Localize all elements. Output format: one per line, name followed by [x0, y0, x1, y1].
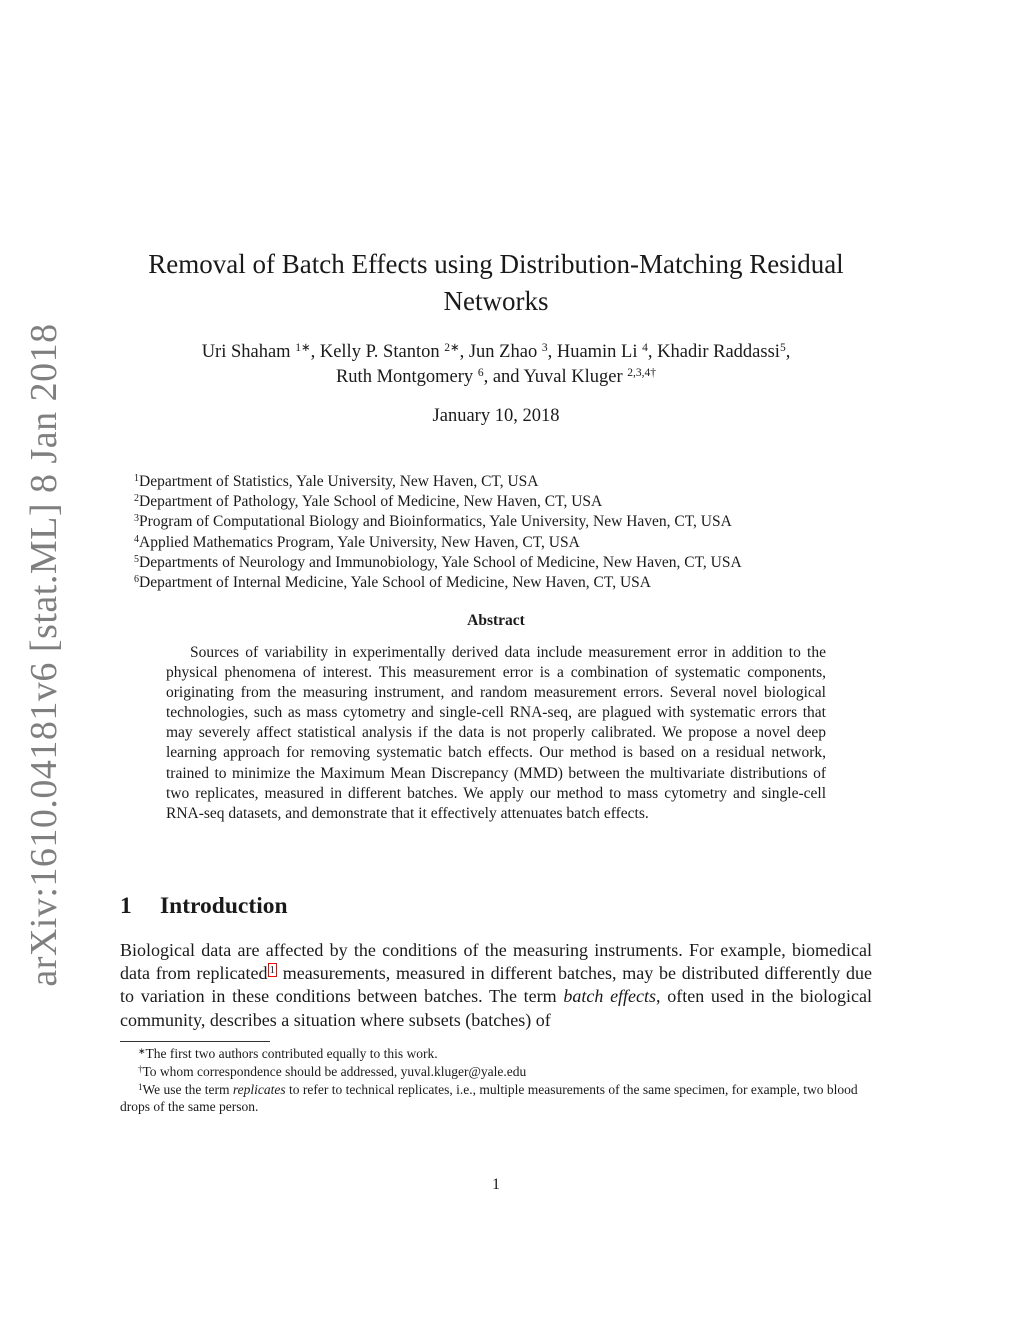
affiliation-text: Department of Statistics, Yale University, New Haven, CT, USA [139, 473, 539, 490]
footnote-italic: replicates [232, 1081, 286, 1097]
author-name: Khadir Raddassi [657, 342, 780, 362]
footnote-sup: † [138, 1063, 143, 1074]
affiliation-text: Applied Mathematics Program, Yale University, New Haven, CT, USA [139, 533, 580, 551]
intro-body [120, 939, 872, 1032]
title-line-1: Removal of Batch Effects using Distribution-Matching Residual [148, 249, 844, 279]
affiliation-item [134, 512, 894, 532]
footnote-sup: 1 [138, 1081, 143, 1092]
author-sup: 5 [779, 342, 786, 354]
author-sup: 4 [642, 342, 648, 354]
page-number: 1 [492, 1176, 500, 1193]
section-title: Introduction [160, 893, 288, 919]
section-heading [120, 893, 288, 920]
paper-date: January 10, 2018 [432, 406, 560, 426]
affiliation-item [134, 472, 894, 492]
footnote-text: We use the term [142, 1081, 233, 1097]
affiliation-text: Departments of Neurology and Immunobiology, Yale School of Medicine, New Haven, CT, USA [139, 553, 742, 571]
footnotes [120, 1045, 872, 1116]
author-sup: 2,3,4† [627, 367, 657, 379]
abstract-body [166, 643, 826, 824]
paper-title [120, 246, 872, 320]
footnote-ref-link[interactable]: 1 [269, 964, 275, 977]
author-sup: 3 [541, 342, 548, 354]
footnote-text: To whom correspondence should be addressed, yuval.kluger@yale.edu [142, 1063, 527, 1079]
author-name: Uri Shaham [201, 342, 291, 362]
section-number: 1 [120, 893, 132, 919]
affiliation-text: Department of Internal Medicine, Yale School of Medicine, New Haven, CT, USA [139, 574, 651, 592]
affiliation-list [134, 472, 894, 593]
author-line-2: Ruth Montgomery $^6$, and Yuval Kluger $^{2,3,4\dagger}$ [335, 367, 657, 387]
author-list [120, 340, 872, 390]
affiliation-sup: 3 [134, 513, 139, 525]
footnote-text: to refer to technical replicates, i.e., multiple measurements of the same specimen, for example, two blood drops of the same person. [120, 1081, 858, 1115]
author-sup: 6 [477, 367, 484, 379]
title-line-2: Networks [443, 286, 549, 316]
intro-text: measurements, measured in different batches, may be distributed differently due to variation in these conditions between batches. The term [120, 963, 872, 1007]
abstract-paragraph: Sources of variability in experimentally derived data include measurement error in addition to the physical phenomena of interest. This measurement error is a combination of systematic components, originating from the measuring instrument, and random measurement errors. Several novel biological technologies, such as mass cytometry and single-cell RNA-seq, are plagued with systematic errors that may severely affect statistical analysis if the data is not properly calibrated. We propose a novel deep learning approach for removing systematic batch effects. Our method is based on a residual network, trained to minimize the Maximum Mean Discrepancy (MMD) between the multivariate distributions of two replicates, measured in different batches. We apply our method to mass cytometry and single-cell RNA-seq datasets, and demonstrate that it effectively attenuates batch effects. [166, 644, 826, 822]
intro-text: , often used in the biological community, describes a situation where subsets (batches) of [120, 986, 873, 1030]
footnote-item [120, 1063, 872, 1081]
footnote-item [120, 1045, 872, 1063]
affiliation-item [134, 553, 894, 573]
author-sup: 2∗ [444, 342, 460, 354]
affiliation-sup: 2 [134, 493, 139, 505]
abstract-heading: Abstract [467, 612, 525, 629]
arxiv-stamp-text: arXiv:1610.04181v6 [stat.ML] 8 Jan 2018 [23, 323, 65, 987]
footnote-item [120, 1081, 872, 1117]
author-name: Ruth Montgomery [335, 367, 474, 387]
affiliation-text: Department of Pathology, Yale School of Medicine, New Haven, CT, USA [139, 493, 603, 511]
affiliation-sup: 4 [134, 533, 139, 545]
footnote-rule [120, 1041, 270, 1042]
intro-italic-term: batch effects [563, 986, 657, 1007]
author-name: Yuval Kluger [523, 367, 623, 387]
affiliation-sup: 1 [134, 473, 139, 484]
affiliation-sup: 5 [134, 553, 139, 565]
author-name: Kelly P. Stanton [319, 342, 440, 362]
author-name: Jun Zhao [468, 342, 538, 362]
affiliation-item [134, 533, 894, 553]
affiliation-item [134, 492, 894, 512]
affiliation-text: Program of Computational Biology and Bioinformatics, Yale University, New Haven, CT, USA [139, 513, 732, 531]
author-sup: 1∗ [295, 342, 311, 354]
footnote-text: The first two authors contributed equally to this work. [145, 1046, 438, 1061]
affiliation-item [134, 573, 894, 593]
intro-text: Biological data are affected by the conditions of the measuring instruments. For example, biomedical data from replicated [120, 940, 872, 984]
affiliation-sup: 6 [134, 574, 139, 586]
footnote-sup: ∗ [138, 1046, 146, 1056]
author-name: Huamin Li [556, 342, 638, 362]
author-line-1: Uri Shaham $^{1∗}$, Kelly P. Stanton $^{2∗}$, Jun Zhao $^3$, Huamin Li $^4$, Khadir Raddassi$^5$, [201, 342, 791, 362]
intro-paragraph [120, 939, 872, 1032]
